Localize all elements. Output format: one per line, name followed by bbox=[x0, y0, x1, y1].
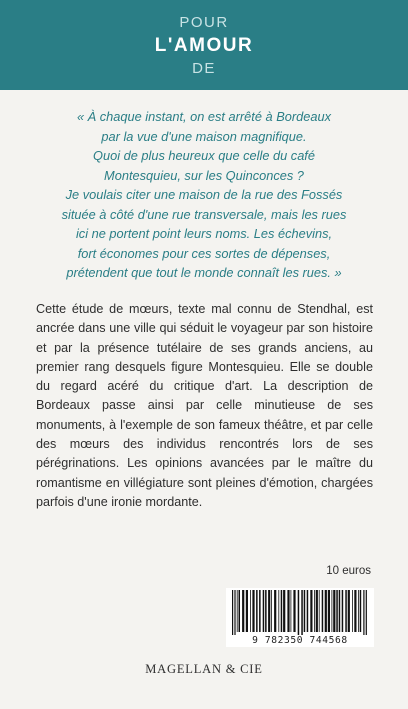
quote-line: Quoi de plus heureux que celle du café bbox=[93, 148, 315, 163]
quote-line: située à côté d'une rue transversale, mais les rues bbox=[61, 206, 347, 222]
barcode-bar bbox=[328, 590, 330, 632]
barcode-bar bbox=[278, 590, 279, 632]
barcode-bar bbox=[366, 590, 367, 636]
barcode-bar bbox=[348, 590, 350, 632]
barcode-bar bbox=[259, 590, 261, 632]
barcode-bar bbox=[332, 590, 333, 632]
barcode-bar bbox=[314, 590, 315, 632]
barcode-bar bbox=[304, 590, 306, 632]
barcode-bar bbox=[232, 590, 233, 636]
barcode-bar bbox=[322, 590, 324, 632]
barcode-bar bbox=[281, 590, 283, 632]
series-title-pour: POUR bbox=[179, 14, 229, 31]
book-description: Cette étude de mœurs, texte mal connu de Stendhal, est ancrée dans une ville qui séduit le voyageur par son histoire et par la présence tutélaire de ses grands anciens, au premier rang desquels figure Montesquieu. Elle se double du regard acéré du critique d'art. La description de Bordeaux passe ainsi par celle minutieuse de ses monuments, à l'exemple de son fameux théâtre, et par celle des mœurs des individus rencontrés lors de ses pérégrinations. Les opinions avancées par le maître du romantisme en villégiature sont pleines d'émotion, chargées parfois d'une ironie mordante. bbox=[36, 302, 373, 509]
barcode-bar bbox=[345, 590, 347, 632]
quote-line: par la vue d'une maison magnifique. bbox=[101, 128, 307, 144]
quote-line: ici ne portent point leurs noms. Les échevins, bbox=[75, 226, 333, 241]
barcode-bar bbox=[283, 590, 285, 632]
barcode bbox=[226, 588, 374, 636]
barcode-bar bbox=[239, 590, 241, 632]
barcode-bar bbox=[242, 590, 244, 632]
barcode-graphic bbox=[226, 588, 374, 636]
barcode-bar bbox=[352, 590, 353, 632]
barcode-bar bbox=[354, 590, 356, 632]
barcode-bar bbox=[265, 590, 267, 632]
barcode-bar bbox=[234, 590, 235, 636]
quote-line: fort économes pour ces sortes de dépenses, bbox=[77, 245, 331, 261]
pull-quote bbox=[36, 107, 372, 283]
barcode-bar bbox=[256, 590, 258, 632]
barcode-bar bbox=[271, 590, 272, 632]
quote-line: prétendent que tout le monde connaît les rues. » bbox=[66, 265, 342, 280]
barcode-bar bbox=[310, 590, 312, 632]
barcode-bar bbox=[252, 590, 254, 632]
barcode-bar bbox=[307, 590, 309, 632]
barcode-bar bbox=[358, 590, 359, 632]
price-label: 10 euros bbox=[326, 565, 371, 577]
barcode-bar bbox=[363, 590, 364, 636]
barcode-bar bbox=[237, 590, 238, 632]
quote-line: Montesquieu, sur les Quinconces ? bbox=[104, 167, 304, 183]
barcode-bar bbox=[325, 590, 327, 632]
barcode-bar bbox=[342, 590, 344, 632]
barcode-bar bbox=[268, 590, 270, 632]
barcode-bar bbox=[263, 590, 265, 632]
barcode-bar bbox=[246, 590, 248, 632]
barcode-bar bbox=[250, 590, 251, 632]
barcode-bar bbox=[316, 590, 318, 632]
publisher-name: MAGELLAN & CIE bbox=[145, 662, 263, 676]
barcode-bar bbox=[274, 590, 276, 632]
isbn-number: 9 782350 744568 bbox=[226, 635, 374, 647]
barcode-bar bbox=[301, 590, 303, 636]
quote-line: Je voulais citer une maison de la rue des Fossés bbox=[65, 187, 343, 202]
barcode-bar bbox=[319, 590, 320, 632]
barcode-bar bbox=[336, 590, 338, 632]
barcode-bar bbox=[293, 590, 295, 632]
barcode-bar bbox=[360, 590, 362, 632]
series-title-de: DE bbox=[192, 60, 216, 77]
series-title-amour: L'AMOUR bbox=[154, 35, 254, 56]
barcode-bar bbox=[333, 590, 335, 632]
barcode-bar bbox=[291, 590, 292, 632]
quote-line: « À chaque instant, on est arrêté à Bordeaux bbox=[77, 109, 331, 124]
barcode-bar bbox=[339, 590, 341, 632]
barcode-bar bbox=[298, 590, 300, 636]
barcode-bar bbox=[287, 590, 289, 632]
series-banner bbox=[0, 0, 408, 90]
